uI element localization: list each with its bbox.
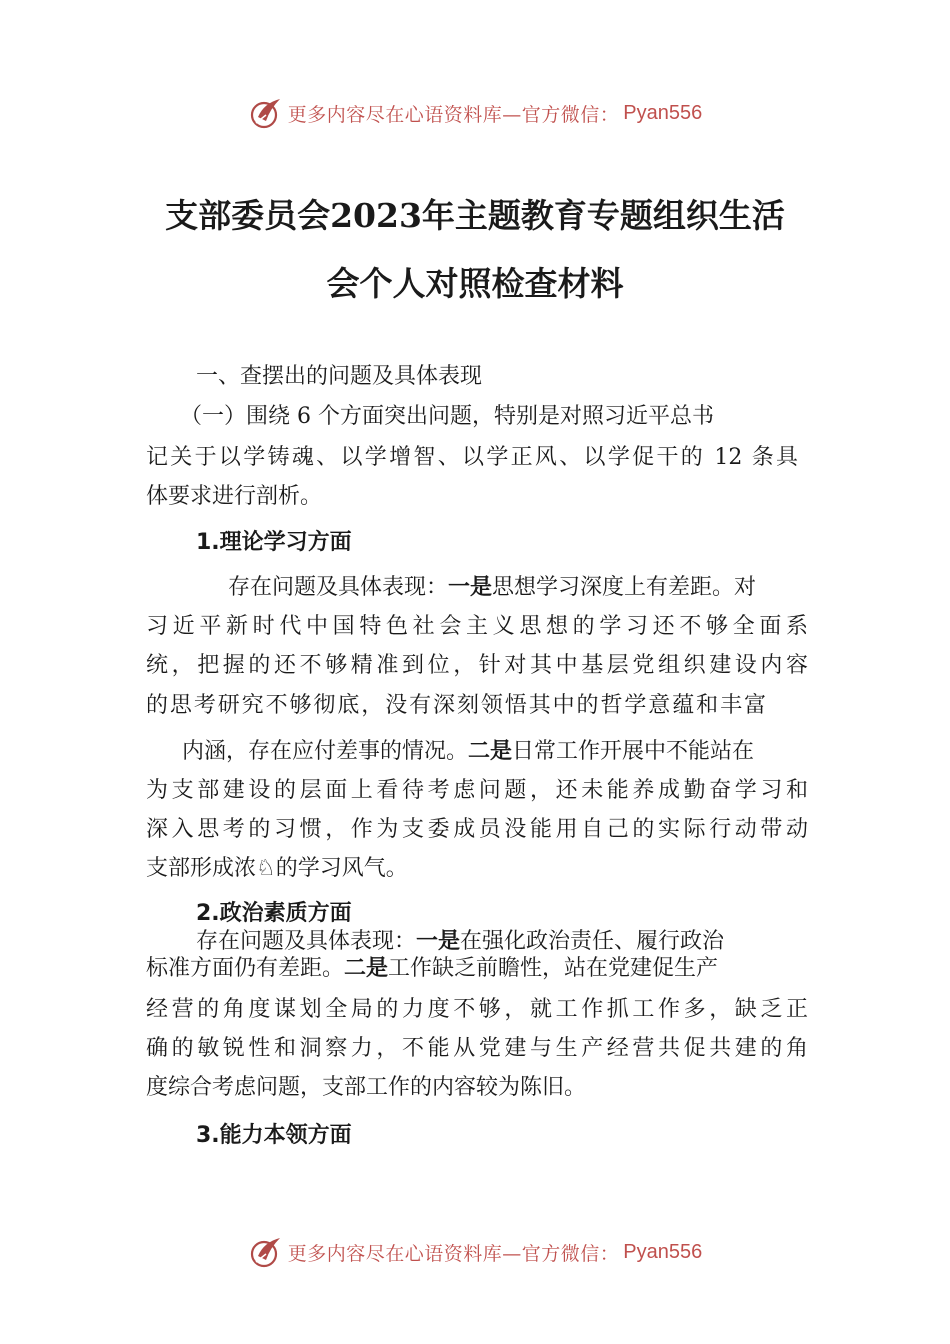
paragraph-line: 存在问题及具体表现：一是思想学习深度上有差距。对 — [228, 575, 757, 600]
document-title-line2: 会个人对照检查材料 — [326, 264, 624, 303]
paragraph-line: 确的敏锐性和洞察力，不能从党建与生产经营共促共建的角 — [146, 1036, 808, 1061]
paragraph-line: 习近平新时代中国特色社会主义思想的学习还不够全面系 — [146, 614, 808, 639]
heading-political-quality: 2.政治素质方面 — [196, 901, 352, 926]
heading-theory-study: 1.理论学习方面 — [196, 530, 352, 555]
subsection-line: 记关于以学铸魂、以学增智、以学正风、以学促干的 12 条具 — [146, 445, 798, 470]
section-heading: 一、查摆出的问题及具体表现 — [196, 364, 483, 389]
pen-logo-icon — [248, 1234, 284, 1270]
banner-text: 更多内容尽在心语资料库—官方微信： — [287, 103, 620, 126]
header-banner — [0, 93, 950, 133]
pen-logo-icon — [248, 95, 284, 131]
subsection-line: 体要求进行剖析。 — [146, 484, 323, 509]
paragraph-line: 经营的角度谋划全局的力度不够，就工作抓工作多，缺乏正 — [146, 997, 808, 1022]
paragraph-line: 统，把握的还不够精准到位，针对其中基层党组织建设内容 — [146, 653, 808, 678]
paragraph-line: 的思考研究不够彻底，没有深刻领悟其中的哲学意蕴和丰富 — [146, 693, 766, 718]
paragraph-line: 度综合考虑问题，支部工作的内容较为陈旧。 — [146, 1075, 587, 1100]
paragraph-line: 为支部建设的层面上看待考虑问题，还未能养成勤奋学习和 — [146, 778, 808, 803]
heading-capability: 3.能力本领方面 — [196, 1123, 352, 1148]
paragraph-line: 存在问题及具体表现：一是在强化政治责任、履行政治 — [196, 929, 725, 954]
subsection-line: （一）围绕 6 个方面突出问题，特别是对照习近平总书 — [180, 404, 714, 429]
paragraph-line: 深入思考的习惯，作为支委成员没能用自己的实际行动带动 — [146, 817, 808, 842]
banner-wechat-id: Pyan556 — [623, 101, 703, 124]
banner-text: 更多内容尽在心语资料库—官方微信： — [287, 1242, 620, 1265]
paragraph-line: 内涵，存在应付差事的情况。二是日常工作开展中不能站在 — [182, 739, 755, 764]
paragraph-line: 支部形成浓♘的学习风气。 — [146, 856, 408, 881]
document-title-line1: 支部委员会2023年主题教育专题组织生活 — [165, 196, 785, 235]
banner-wechat-id: Pyan556 — [623, 1240, 703, 1263]
footer-banner — [0, 1232, 950, 1272]
paragraph-line: 标准方面仍有差距。二是工作缺乏前瞻性，站在党建促生产 — [146, 956, 719, 981]
